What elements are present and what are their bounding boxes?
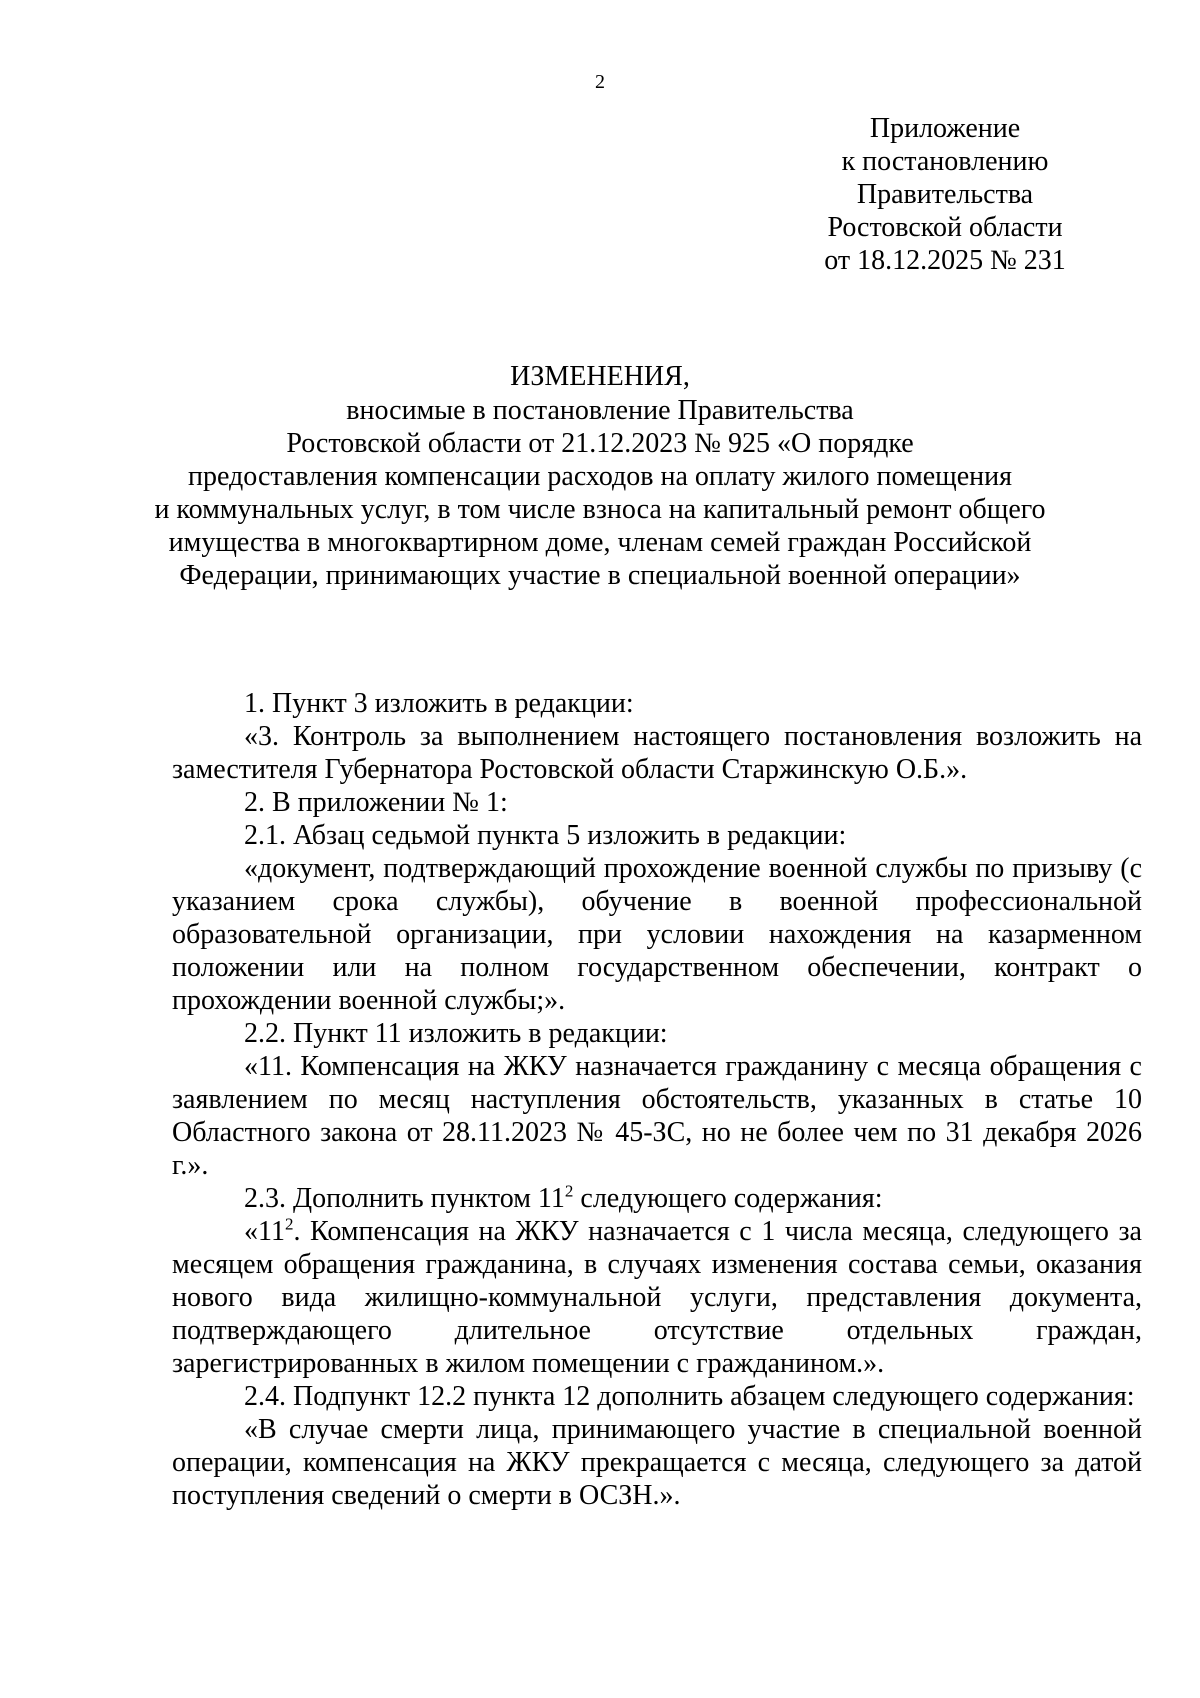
heading-title: ИЗМЕНЕНИЯ, <box>510 361 690 392</box>
heading-line: Ростовской области от 21.12.2023 № 925 «О порядке <box>286 428 914 459</box>
paragraph: 2. В приложении № 1: <box>244 787 508 818</box>
paragraph: «документ, подтверждающий прохождение военной службы по призыву (с указанием срока службы), обучение в военной профессиональной образовательной организации, при условии нахождения на казарменном положении или на полном государственном обеспечении, контракт о прохождении военной службы;». <box>172 853 1142 1016</box>
text-span: . Компенсация на ЖКУ назначается с 1 числа месяца, следующего за месяцем обращения гражданина, в случаях изменения состава семьи, оказания нового вида жилищно-коммунальной услуги, представления документа, подтверждающего длительное отсутствие отдельных граждан, зарегистрированных в жилом помещении с гражданином.». <box>172 1216 1142 1379</box>
heading-line: имущества в многоквартирном доме, членам семей граждан Российской <box>168 527 1032 558</box>
text-span: 2.3. Дополнить пунктом 11 <box>244 1183 565 1214</box>
paragraph <box>172 1182 1142 1215</box>
superscript: 2 <box>284 1214 294 1234</box>
paragraph: «В случае смерти лица, принимающего участие в специальной военной операции, компенсация на ЖКУ прекращается с месяца, следующего за датой поступления сведений о смерти в ОСЗН.». <box>172 1414 1142 1511</box>
appendix-line: Ростовской области <box>827 212 1063 243</box>
text-span: следующего содержания: <box>573 1183 883 1214</box>
paragraph: 2.4. Подпункт 12.2 пункта 12 дополнить абзацем следующего содержания: <box>244 1381 1135 1412</box>
appendix-line: Правительства <box>856 179 1034 210</box>
page-number: 2 <box>595 71 605 93</box>
paragraph: 1. Пункт 3 изложить в редакции: <box>244 688 634 719</box>
appendix-line: Приложение <box>869 113 1021 144</box>
heading-line: вносимые в постановление Правительства <box>346 395 854 426</box>
appendix-block <box>790 112 1100 277</box>
paragraph: 2.2. Пункт 11 изложить в редакции: <box>244 1018 668 1049</box>
superscript: 2 <box>564 1181 574 1201</box>
paragraph <box>172 1215 1142 1380</box>
heading-line: Федерации, принимающих участие в специальной военной операции» <box>179 560 1021 591</box>
appendix-line: от 18.12.2025 № 231 <box>824 245 1066 276</box>
appendix-line: к постановлению <box>841 146 1049 177</box>
paragraph: «11. Компенсация на ЖКУ назначается гражданину с месяца обращения с заявлением по месяц наступления обстоятельств, указанных в статье 10 Областного закона от 28.11.2023 № 45-ЗС, но не более чем по 31 декабря 2026 г.». <box>172 1051 1142 1181</box>
paragraph: 2.1. Абзац седьмой пункта 5 изложить в редакции: <box>244 820 847 851</box>
document-body <box>172 687 1142 1512</box>
document-heading <box>100 360 1100 592</box>
heading-line: и коммунальных услуг, в том числе взноса на капитальный ремонт общего <box>154 494 1046 525</box>
heading-line: предоставления компенсации расходов на оплату жилого помещения <box>188 461 1012 492</box>
text-span: «11 <box>244 1216 285 1247</box>
paragraph: «3. Контроль за выполнением настоящего постановления возложить на заместителя Губернатора Ростовской области Старжинскую О.Б.». <box>172 721 1142 785</box>
